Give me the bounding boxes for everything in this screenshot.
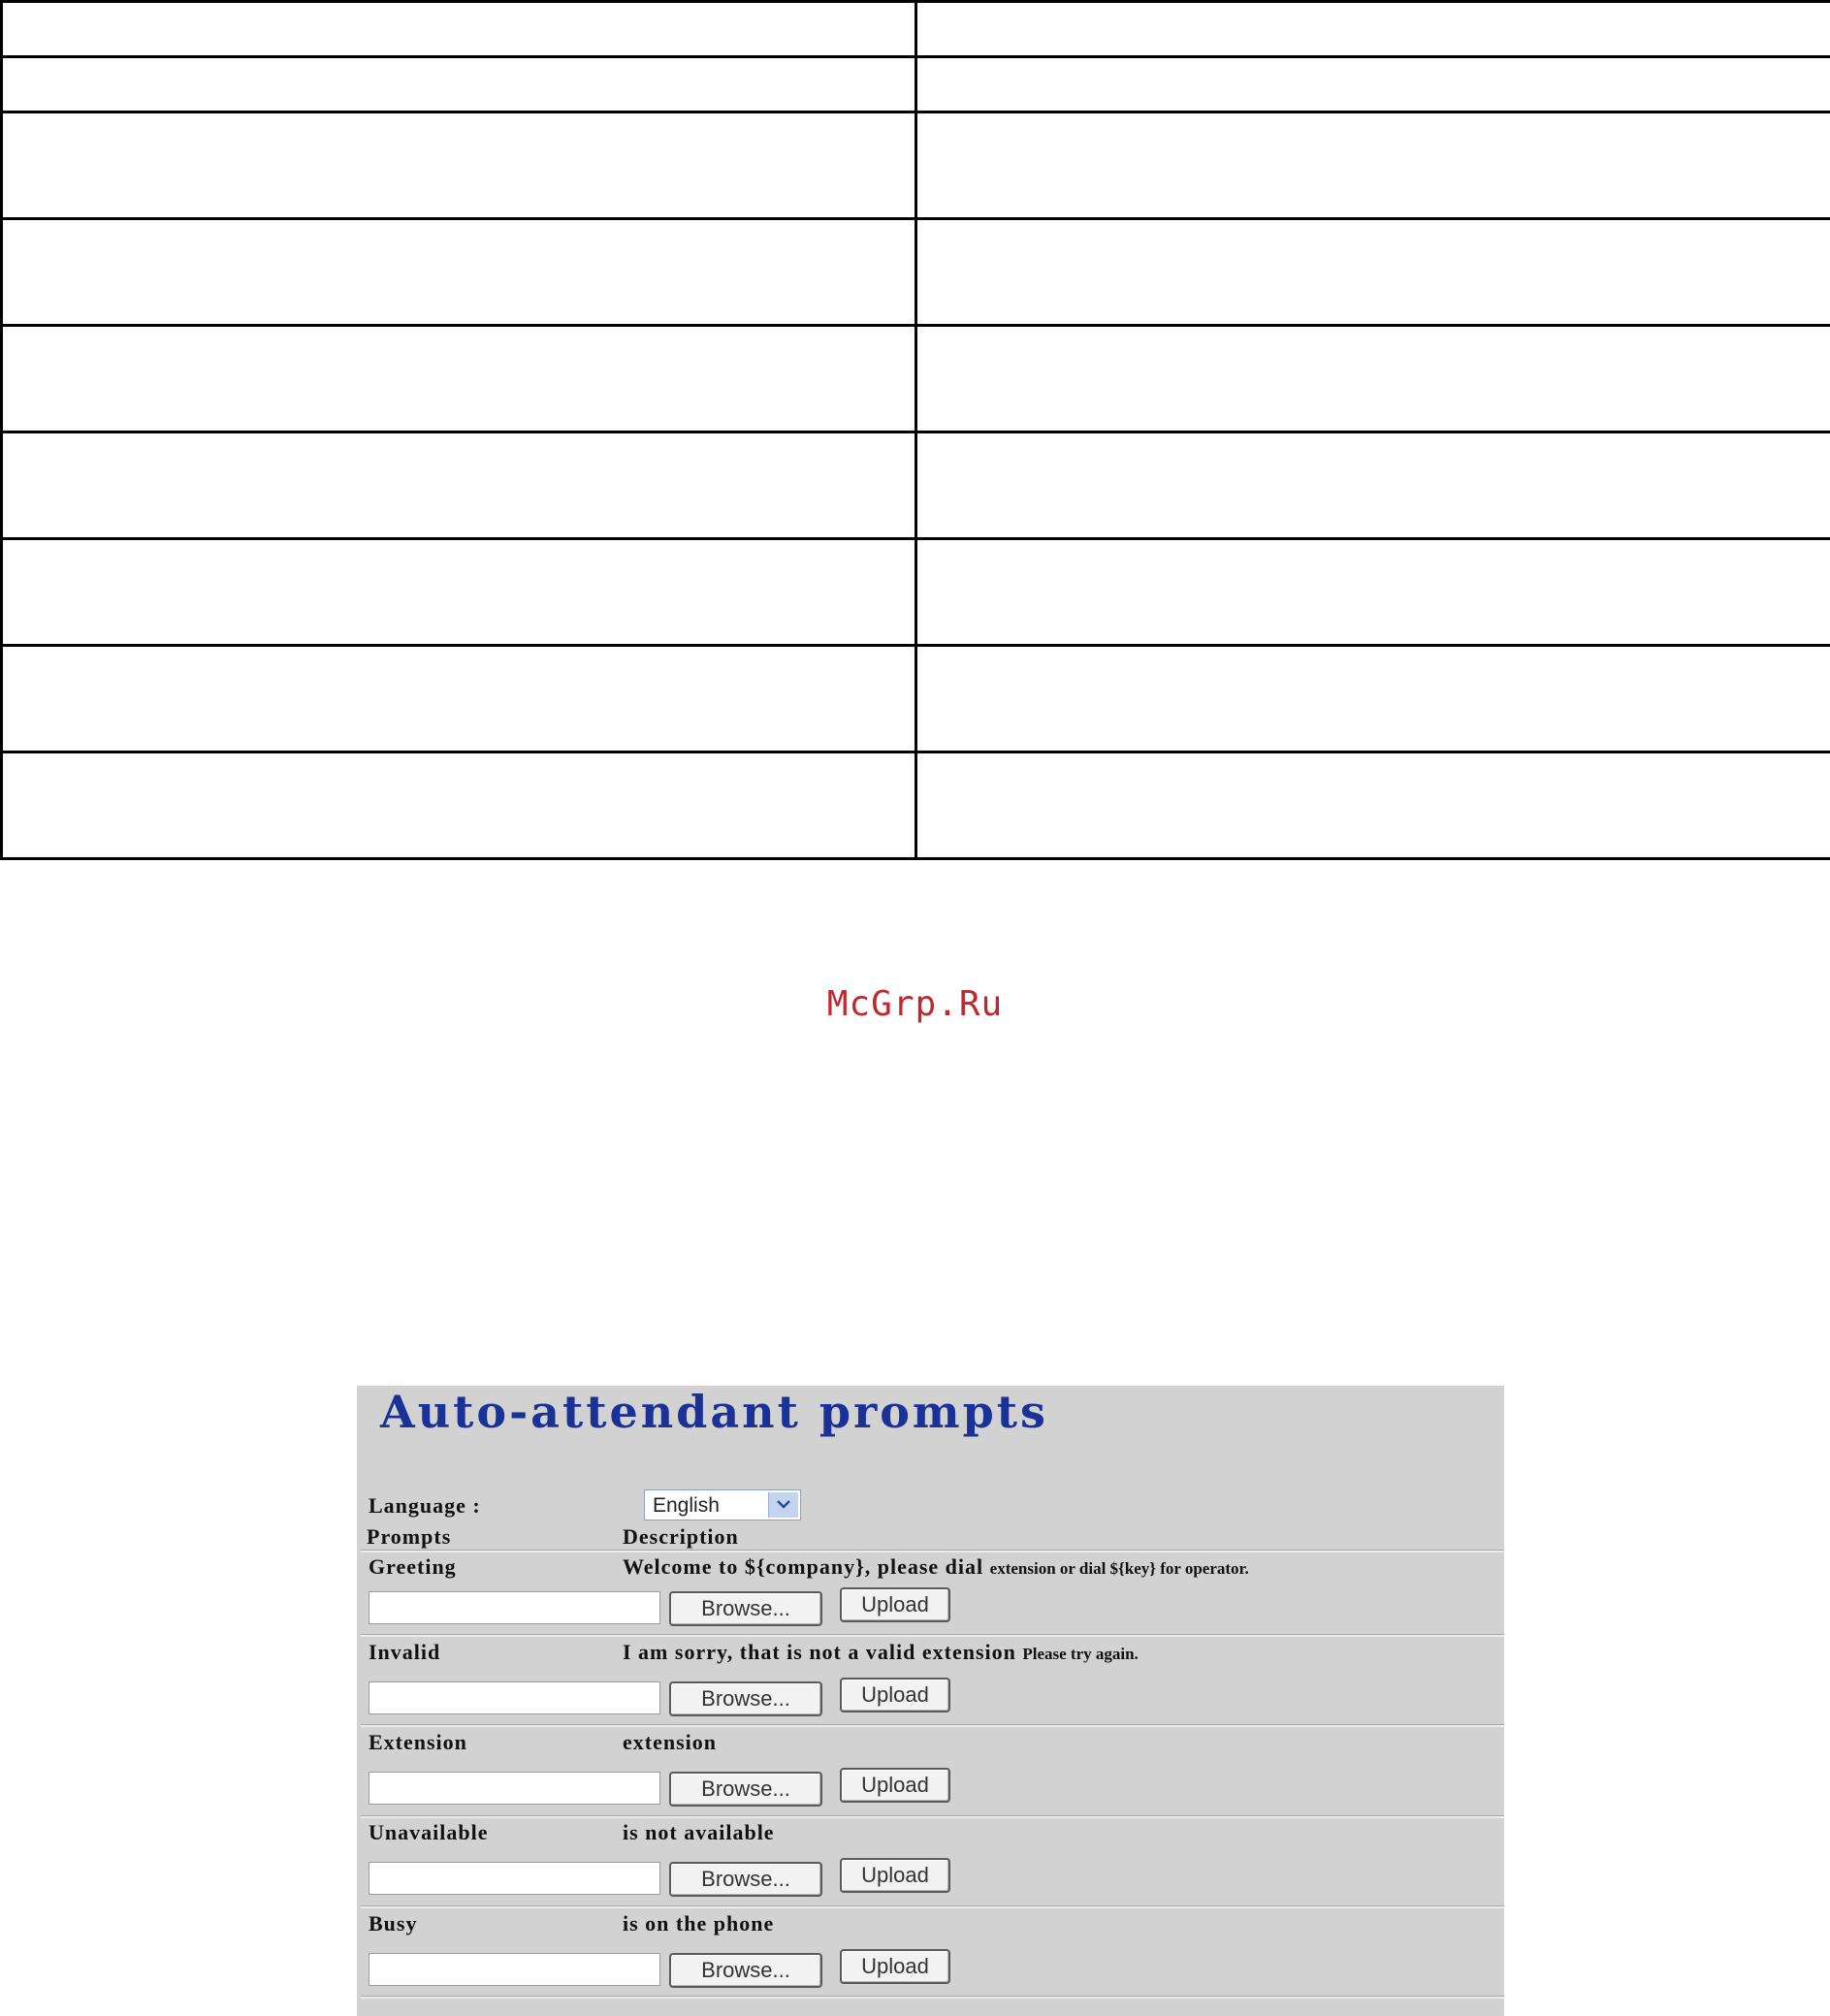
table-cell xyxy=(2,57,916,112)
table-cell xyxy=(916,646,1830,752)
table-cell xyxy=(2,2,916,57)
browse-button[interactable]: Browse... xyxy=(669,1953,822,1988)
prompt-name: Greeting xyxy=(369,1554,457,1579)
table-cell xyxy=(2,326,916,432)
column-header-prompts: Prompts xyxy=(367,1524,452,1549)
file-path-input[interactable] xyxy=(369,1862,660,1895)
prompt-description-main: Welcome to ${company}, please dial xyxy=(623,1554,984,1579)
table-row xyxy=(2,2,1830,57)
file-path-input[interactable] xyxy=(369,1772,660,1805)
table-row xyxy=(2,646,1830,752)
language-label: Language : xyxy=(369,1493,481,1518)
browse-button[interactable]: Browse... xyxy=(669,1681,822,1716)
file-path-input[interactable] xyxy=(369,1591,660,1624)
table-row xyxy=(2,752,1830,859)
divider xyxy=(361,1905,1504,1908)
column-header-description: Description xyxy=(623,1524,739,1549)
table-cell xyxy=(916,2,1830,57)
table-row xyxy=(2,326,1830,432)
auto-attendant-panel xyxy=(357,1386,1504,2016)
table-row xyxy=(2,219,1830,326)
prompt-name: Extension xyxy=(369,1730,467,1754)
table-row xyxy=(2,432,1830,539)
page-title: Auto-attendant prompts xyxy=(380,1386,1048,1438)
file-path-input[interactable] xyxy=(369,1681,660,1714)
prompt-description-tail: extension or dial ${key} for operator. xyxy=(989,1559,1249,1578)
watermark: McGrp.Ru xyxy=(826,984,1004,1024)
prompt-description xyxy=(623,1820,775,1845)
empty-table xyxy=(0,0,1830,860)
table-cell xyxy=(2,539,916,646)
upload-button[interactable]: Upload xyxy=(840,1949,950,1984)
prompt-name: Unavailable xyxy=(369,1820,489,1844)
divider xyxy=(361,1724,1504,1727)
prompt-name: Busy xyxy=(369,1911,418,1936)
table-cell xyxy=(2,112,916,219)
browse-button[interactable]: Browse... xyxy=(669,1591,822,1626)
table-cell xyxy=(916,57,1830,112)
table-cell xyxy=(916,432,1830,539)
prompt-description-main: extension xyxy=(623,1730,717,1754)
prompt-description-main: is on the phone xyxy=(623,1911,775,1936)
prompt-description-main: is not available xyxy=(623,1820,775,1844)
browse-button[interactable]: Browse... xyxy=(669,1862,822,1897)
table-cell xyxy=(2,646,916,752)
table-cell xyxy=(916,112,1830,219)
prompt-description xyxy=(623,1554,1249,1580)
browse-button[interactable]: Browse... xyxy=(669,1772,822,1807)
table-row xyxy=(2,112,1830,219)
table-row xyxy=(2,539,1830,646)
table-cell xyxy=(916,219,1830,326)
file-path-input[interactable] xyxy=(369,1953,660,1986)
table-row xyxy=(2,57,1830,112)
prompt-description-main: I am sorry, that is not a valid extension xyxy=(623,1640,1016,1664)
prompt-name: Invalid xyxy=(369,1640,441,1664)
language-select-value: English xyxy=(653,1494,720,1517)
divider xyxy=(361,1996,1504,1999)
table-cell xyxy=(2,432,916,539)
table-cell xyxy=(916,539,1830,646)
prompt-description xyxy=(623,1911,774,1936)
chevron-down-icon[interactable] xyxy=(768,1492,798,1518)
divider xyxy=(361,1550,1504,1552)
table-cell xyxy=(2,219,916,326)
divider xyxy=(361,1815,1504,1818)
table-cell xyxy=(2,752,916,859)
prompt-description xyxy=(623,1730,717,1755)
upload-button[interactable]: Upload xyxy=(840,1768,950,1803)
table-cell xyxy=(916,752,1830,859)
language-select[interactable] xyxy=(644,1489,801,1520)
upload-button[interactable]: Upload xyxy=(840,1587,950,1622)
prompt-description-tail: Please try again. xyxy=(1022,1645,1139,1663)
divider xyxy=(361,1634,1504,1637)
table-cell xyxy=(916,326,1830,432)
upload-button[interactable]: Upload xyxy=(840,1858,950,1893)
prompt-description xyxy=(623,1640,1139,1665)
upload-button[interactable]: Upload xyxy=(840,1678,950,1712)
